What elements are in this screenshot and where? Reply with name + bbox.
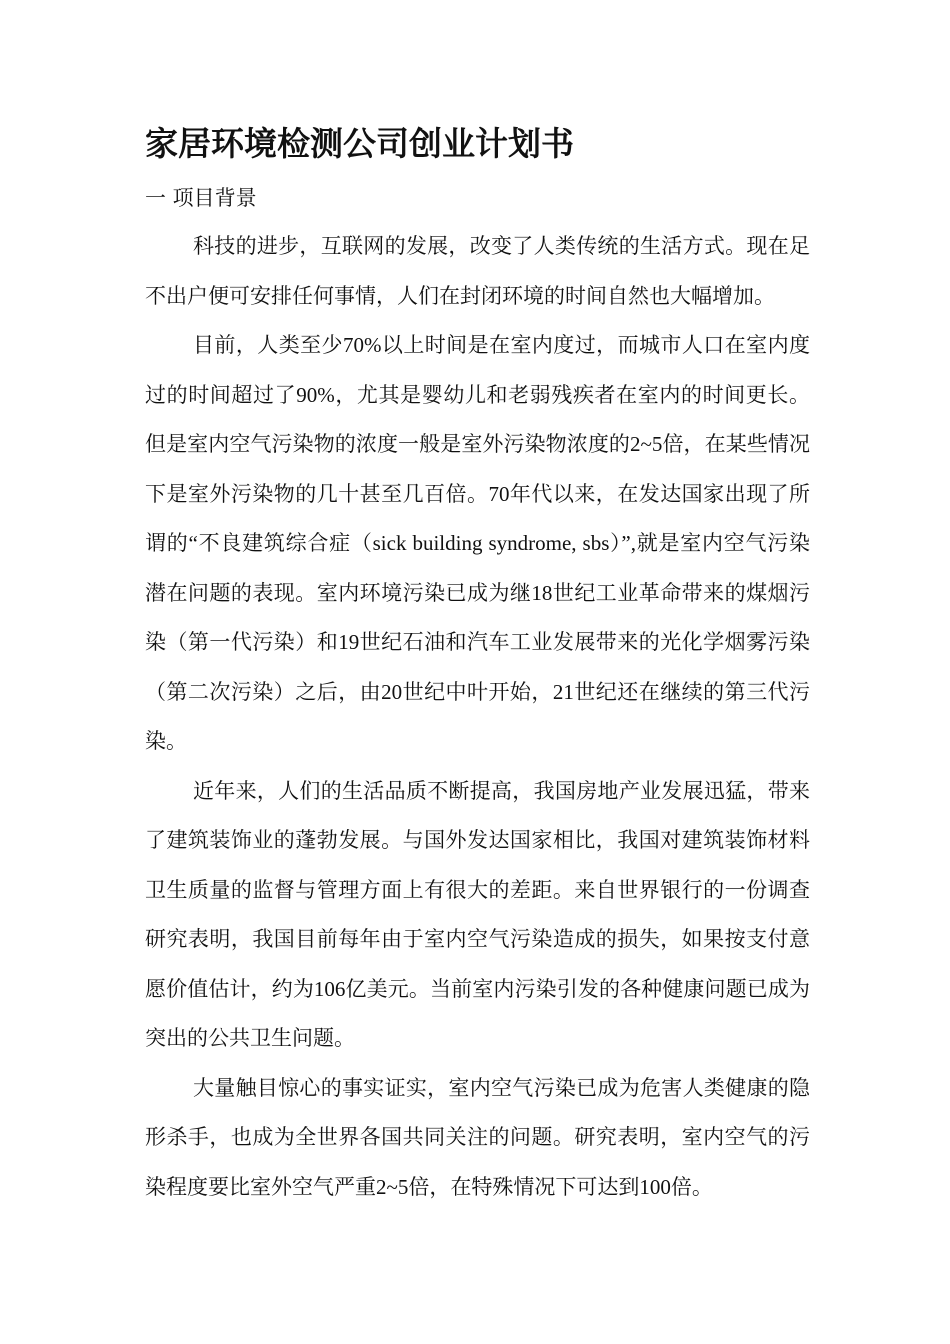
paragraph-2: 目前，人类至少70%以上时间是在室内度过，而城市人口在室内度过的时间超过了90%，尤其是婴幼儿和老弱残疾者在室内的时间更长。但是室内空气污染物的浓度一般是室外污染物浓度的2~5倍，在某些情况下是室外污染物的几十甚至几百倍。70年代以来，在发达国家出现了所谓的“不良建筑综合症（sick building syndrome, sbs）”,就是室内空气污染潜在问题的表现。室内环境污染已成为继18世纪工业革命带来的煤烟污染（第一代污染）和19世纪石油和汽车工业发展带来的光化学烟雾污染（第二次污染）之后，由20世纪中叶开始，21世纪还在继续的第三代污染。	[145, 333, 810, 753]
document-body	[145, 118, 810, 1212]
section-heading: 一 项目背景	[145, 186, 257, 210]
paragraph-4: 大量触目惊心的事实证实，室内空气污染已成为危害人类健康的隐形杀手，也成为全世界各国共同关注的问题。研究表明，室内空气的污染程度要比室外空气严重2~5倍，在特殊情况下可达到100倍。	[145, 1075, 810, 1199]
paragraph-3: 近年来，人们的生活品质不断提高，我国房地产业发展迅猛，带来了建筑装饰业的蓬勃发展。与国外发达国家相比，我国对建筑装饰材料卫生质量的监督与管理方面上有很大的差距。来自世界银行的一份调查研究表明，我国目前每年由于室内空气污染造成的损失，如果按支付意愿价值估计，约为106亿美元。当前室内污染引发的各种健康问题已成为突出的公共卫生问题。	[145, 778, 810, 1050]
document-title: 家居环境检测公司创业计划书	[145, 124, 574, 163]
paragraph-1: 科技的进步，互联网的发展，改变了人类传统的生活方式。现在足不出户便可安排任何事情，人们在封闭环境的时间自然也大幅增加。	[145, 234, 810, 308]
